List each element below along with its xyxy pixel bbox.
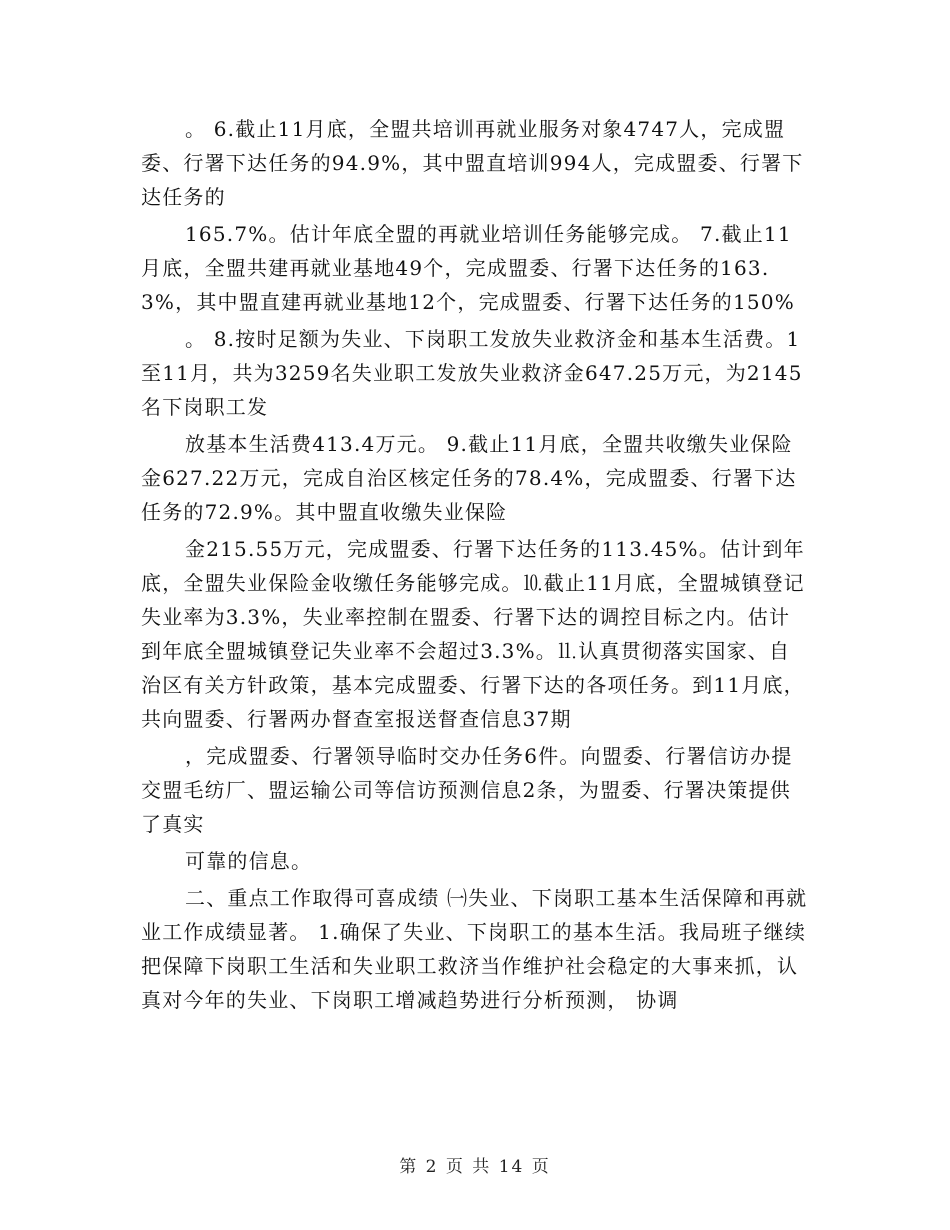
page-number-footer: 第 2 页 共 14 页 (399, 1157, 551, 1177)
paragraph: 。 6.截止11月底，全盟共培训再就业服务对象4747人，完成盟委、行署下达任务的94.9%，其中盟直培训994人，完成盟委、行署下达任务的 (141, 117, 804, 209)
paragraph: 放基本生活费413.4万元。 9.截止11月底，全盟共收缴失业保险金627.22万元，完成自治区核定任务的78.4%，完成盟委、行署下达任务的72.9%。其中盟直收缴失业保险 (141, 432, 797, 524)
document-body (141, 112, 811, 1020)
paragraph: 可靠的信息。 (185, 849, 313, 873)
paragraph: 二、重点工作取得可喜成绩 ㈠失业、下岗职工基本生活保障和再就业工作成绩显著。 1.确保了失业、下岗职工的基本生活。我局班子继续把保障下岗职工生活和失业职工救济当作维护社会稳定的大事来抓，认真对今年的失业、下岗职工增减趋势进行分析预测， 协调 (141, 886, 808, 1012)
paragraph: ，完成盟委、行署领导临时交办任务6件。向盟委、行署信访办提交盟毛纺厂、盟运输公司等信访预测信息2条，为盟委、行署决策提供了真实 (141, 744, 793, 836)
paragraph: 金215.55万元，完成盟委、行署下达任务的113.45%。估计到年底，全盟失业保险金收缴任务能够完成。⒑截止11月底，全盟城镇登记失业率为3.3%，失业率控制在盟委、行署下达的调控目标之内。估计到年底全盟城镇登记失业率不会超过3.3%。⒒认真贯彻落实国家、自治区有关方针政策，基本完成盟委、行署下达的各项任务。到11月底，共向盟委、行署两办督查室报送督查信息37期 (141, 537, 805, 731)
paragraph: 165.7%。估计年底全盟的再就业培训任务能够完成。 7.截止11月底，全盟共建再就业基地49个，完成盟委、行署下达任务的163.3%，其中盟直建再就业基地12个，完成盟委、行署下达任务的150% (141, 222, 795, 314)
paragraph: 。 8.按时足额为失业、下岗职工发放失业救济金和基本生活费。1至11月，共为3259名失业职工发放失业救济金647.25万元，为2145名下岗职工发 (141, 327, 803, 419)
